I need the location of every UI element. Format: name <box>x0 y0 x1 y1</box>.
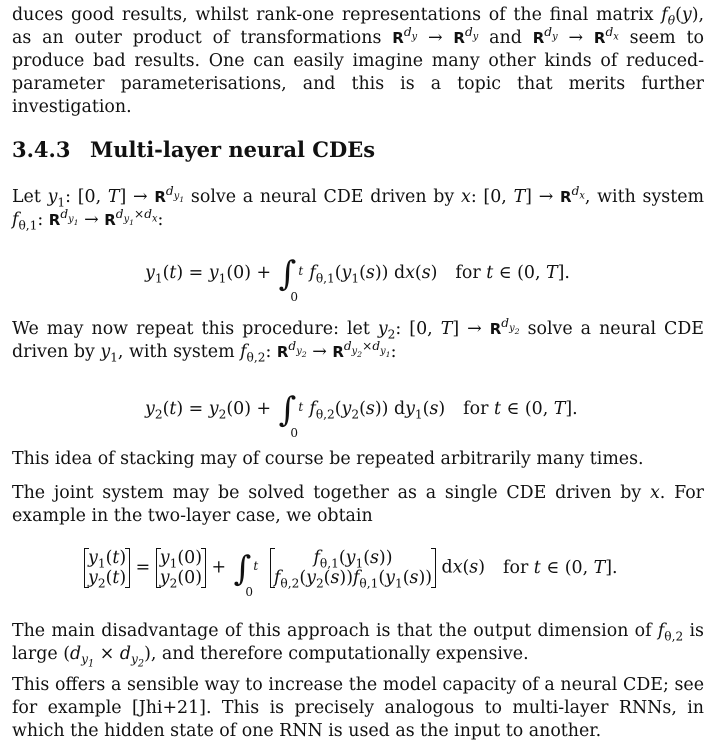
paragraph-offers: This offers a sensible way to increase the model capacity of a neural CDE; see for example [Jhi+21]. This is precisely analogous to multi-layer RNNs, in which the hidden state of one RNN is used as the input to another. <box>12 675 704 741</box>
equation-3: $y_1(t)$ $y_2(t)$ = $y_1(0)$ $y_2(0)$ + ∫ t 0 $f_{\theta,1}(y_1(s))$ $f_{\theta,2}(y_2(s))f_{\theta,1}(y_1(s))$ dx(s) for t ∈ (0, T]. <box>84 548 618 588</box>
paragraph-stacking: This idea of stacking may of course be repeated arbitrarily many times. <box>12 449 644 469</box>
paragraph-joint: The joint system may be solved together as a single CDE driven by x. For example in the two-layer case, we obtain <box>12 483 704 526</box>
section-number: 3.4.3 <box>12 137 71 162</box>
section-title: Multi-layer neural CDEs <box>90 137 376 162</box>
paragraph-repeat: We may now repeat this procedure: let $y_2$: [0, $T] \to R^{d_{y_2}}$ solve a neural CDE driven by $y_1$, with system $f_{\theta,2}$: $R^{d_{y_2}} \to R^{d_{y_2}\times d_{y_1}}$: <box>12 316 704 365</box>
equation-2: $y_2(t) = y_2(0)$ + ∫ t 0 $f_{\theta,2}(y_2(s))$ $dy_1(s)$ for t ∈ (0, T]. <box>145 390 578 440</box>
paragraph-intro: duces good results, whilst rank-one representations of the final matrix $f_\theta(y)$, as an outer product of transformations $R^{d_y} \to R^{d_y}$ and $R^{d_y} \to R^{d_x}$ seem to produce bad results. One can easily imagine many other kinds of reduced-parameter parameterisations, and this is a topic that merits further investigation. <box>12 5 705 117</box>
equation-1: $y_1(t) = y_1(0)$ + ∫ t 0 $f_{\theta,1}(y_1(s))$ dx(s) for t ∈ (0, T]. <box>145 254 570 304</box>
paragraph-disadvantage: The main disadvantage of this approach is that the output dimension of $f_{\theta,2}$ is large $(d_{y_1} \times d_{y_2})$, and therefore computationally expensive. <box>12 621 704 670</box>
section-heading <box>12 136 375 164</box>
paragraph-let: Let $y_1$: [0, $T] \to R^{d_{y_1}}$ solve a neural CDE driven by x: [0, $T] \to R^{d_x}$, with system $f_{\theta,1}$: $R^{d_{y_1}} \to R^{d_{y_1}\times d_x}$: <box>12 184 704 233</box>
